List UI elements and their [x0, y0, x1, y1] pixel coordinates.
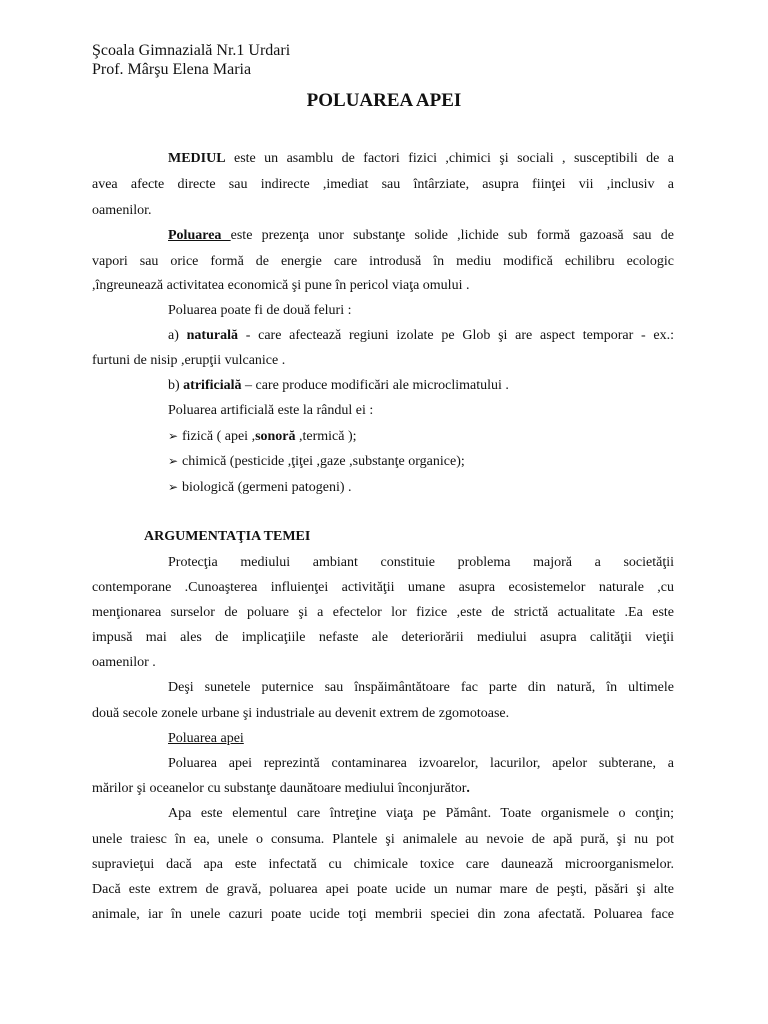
argument-p1-line-2: contemporane .Cunoaşterea influienţei activităţii umane asupra ecosistemelor naturale ,cu	[92, 580, 674, 595]
argument-p1-line-4: impusă mai ales de implicaţiile nefaste ale deteriorării mediului asupra calităţii vieţii	[92, 630, 674, 645]
artificial-intro: Poluarea artificială este la rândul ei :	[168, 403, 374, 418]
apa-p2-line-4: Dacă este extrem de gravă, poluarea apei poate ucide un numar mare de peşti, păsări şi alte	[92, 882, 674, 897]
natural-line-1: a) naturală - care afecteazǎ regiuni izolate pe Glob şi are aspect temporar - ex.:	[168, 328, 674, 343]
apa-p2-line-5: animale, iar în unele cazuri poate ucide toţi membrii speciei din zona afectată. Poluarea face	[92, 907, 674, 922]
artificial-term: atrificială	[183, 378, 242, 393]
apa-p2-line-1: Apa este elementul care întreţine viaţa pe Pământ. Toate organismele o conţin;	[168, 806, 674, 821]
argument-p1-line-3: menţionarea surselor de poluare şi a efectelor lor fizice ,este de strictă actualitate .Ea este	[92, 605, 674, 620]
poluarea-line-2: vapori sau orice formă de energie care introdusă în mediu modifică echilibru ecologic	[92, 254, 674, 269]
arrow-bullet-icon: ➢	[168, 429, 179, 443]
argument-p2-line-2: două secole zonele urbane şi industriale au devenit extrem de zgomotoase.	[92, 706, 510, 721]
list-item: ➢ fizică ( apei ,sonoră ,termică );	[168, 429, 357, 444]
mediul-line-1: MEDIUL este un asamblu de factori fizici ,chimici şi sociali , susceptibili de a	[168, 151, 674, 166]
poluarea-line-3: ,îngreunează activitatea economică şi pune în pericol viaţa omului .	[92, 278, 470, 293]
apa-subheading: Poluarea apei	[168, 731, 244, 746]
mediul-term: MEDIUL	[168, 151, 226, 166]
argument-p1-line-5: oamenilor .	[92, 655, 156, 670]
poluarea-line-1: Poluarea este prezenţa unor substanţe solide ,lichide sub formă gazoasă sau de	[168, 228, 674, 243]
arrow-bullet-icon: ➢	[168, 480, 179, 494]
natural-term: naturală	[186, 328, 238, 343]
argument-p2-line-1: Deşi sunetele puternice sau înspăimântătoare fac parte din natură, în ultimele	[168, 680, 674, 695]
types-intro: Poluarea poate fi de două feluri :	[168, 303, 352, 318]
apa-p2-line-2: unele traiesc în ea, unele o consuma. Plantele şi animalele au nevoie de apă pură, şi nu pot	[92, 832, 674, 847]
argument-heading: ARGUMENTAŢIA TEMEI	[144, 529, 311, 544]
school-name: Şcoala Gimnazială Nr.1 Urdari	[92, 42, 291, 59]
document-title: POLUAREA APEI	[306, 90, 462, 111]
artificial-line: b) atrificială – care produce modificări ale microclimatului .	[168, 378, 509, 393]
mediul-line-3: oamenilor.	[92, 203, 152, 218]
teacher-name: Prof. Mârşu Elena Maria	[92, 61, 252, 78]
poluarea-term: Poluarea	[168, 228, 231, 243]
mediul-line-2: avea afecte directe sau indirecte ,imediat sau întârziate, asupra fiinţei vii ,inclusiv a	[92, 177, 674, 192]
apa-p1-line-2: mărilor şi oceanelor cu substanţe daunătoare mediului înconjurător.	[92, 781, 470, 796]
argument-p1-line-1: Protecţia mediului ambiant constituie problema majoră a societăţii	[168, 555, 674, 570]
arrow-bullet-icon: ➢	[168, 454, 179, 468]
list-item: ➢ biologică (germeni patogeni) .	[168, 480, 352, 495]
apa-p2-line-3: supravieţui dacă apa este infectată cu chimicale toxice care dauneazǎ microorganismelor.	[92, 857, 674, 872]
list-item: ➢ chimică (pesticide ,ţiţei ,gaze ,substanţe organice);	[168, 454, 465, 469]
natural-line-2: furtuni de nisip ,erupţii vulcanice .	[92, 353, 286, 368]
apa-p1-line-1: Poluarea apei reprezintă contaminarea izvoarelor, lacurilor, apelor subterane, a	[168, 756, 674, 771]
